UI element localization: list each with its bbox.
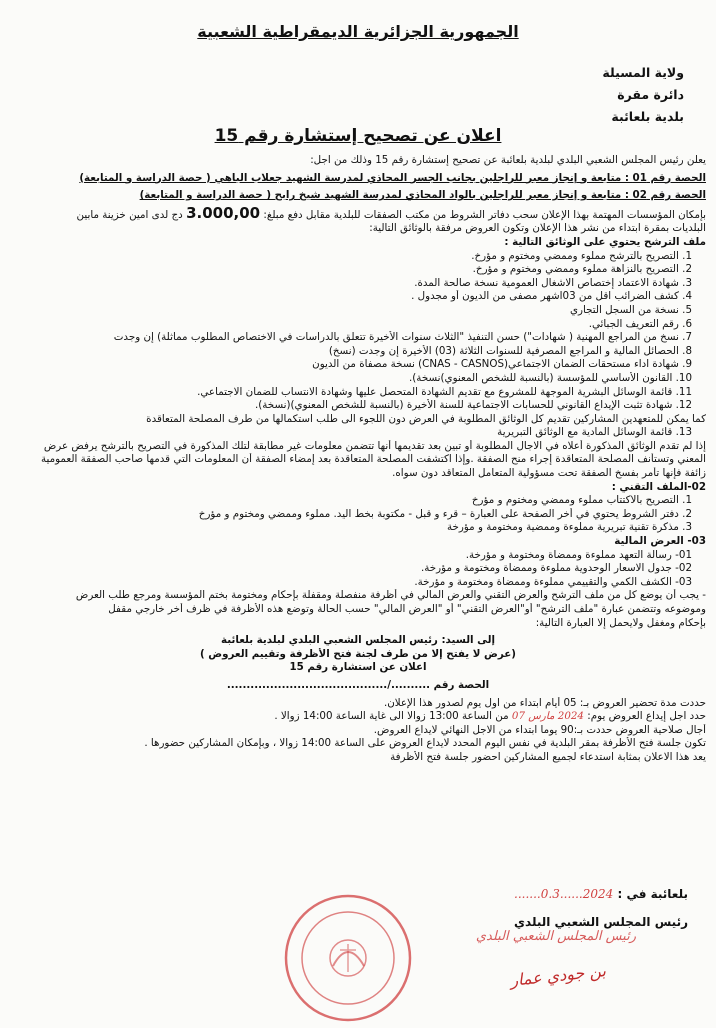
invitation-note: يعد هذا الاعلان بمثابة استدعاء لجميع المشاركين احضور جلسة فتح الأظرفة bbox=[390, 750, 706, 763]
candidature-item-6: 6. رقم التعريف الجبائي. bbox=[588, 317, 692, 330]
announcement-title: اعلان عن تصحيح إستشارة رقم 15 bbox=[214, 126, 502, 146]
candidature-item-11: 11. قائمة الوسائل البشرية الموجهة للمشروع مع تقديم الشهادة المتحصل عليها وشهادة الانتساب للضمان الاجتماعي. bbox=[197, 385, 692, 398]
conditions-line-2: البلديات بمقرة ابتداء من نشر هذا الإعلان وتكون العروض مرفقة بالوثائق التالية: bbox=[369, 222, 706, 235]
signatory-title: رئيس المجلس الشعبي البلدي bbox=[514, 915, 688, 929]
admin-block bbox=[602, 62, 684, 128]
signature-date-handwritten: 2024......0.3....... bbox=[514, 887, 614, 901]
candidature-item-10: 10. القانون الأساسي للمؤسسة (بالنسبة للشخص المعنوي)نسخة). bbox=[409, 371, 692, 384]
signature-place: بلعائبة في : bbox=[617, 887, 688, 901]
candidature-note-2: المعني وتستأنف المصلحة المتعاقدة إجراء منح الصفقة .وإذا اكتشفت المصلحة المتعاقدة بعد إمضاء الصفقة أن المعلومات التي قدمها صاحب الصفقة العمومية bbox=[40, 453, 706, 466]
opening-session: تكون جلسة فتح الأظرفة بمقر البلدية في نفس اليوم المحدد لايداع العروض على الساعة 14:00 زوالا ، وبإمكان المشاركين حضورها . bbox=[144, 737, 706, 750]
deposit-date-handwritten: 2024 مارس 07 bbox=[511, 710, 584, 723]
deposit-label: حدد اجل إيداع العروض يوم: bbox=[587, 710, 706, 723]
deadline-validity: أجال صلاحية العروض حددت بـ:90 يوما ابتداء من الاجل النهائي لايداع العروض. bbox=[373, 723, 706, 736]
candidature-item-5: 5. نسخة من السجل التجاري bbox=[569, 303, 692, 316]
candidature-item-13: 13. قائمة الوسائل المادية مع الوثائق التبريرية bbox=[497, 426, 692, 439]
candidature-item-2: 2. التصريح بالنزاهة مملوء وممضي ومختوم و مؤرخ. bbox=[472, 263, 692, 276]
conditions-text-2: دج لدى امين خزينة مابين bbox=[76, 208, 183, 221]
candidature-item-8: 8. الحصائل المالية و المراجع المصرفية للسنوات الثلاثة (03) الأخيرة إن وجدت (نسخ) bbox=[328, 344, 692, 357]
deposit-hours: من الساعة 13:00 زوالا الى غاية الساعة 14:00 زوالا . bbox=[274, 710, 509, 723]
financial-item-3: 03- الكشف الكمي والتقييمي مملوءة وممضاة ومختومة و مؤرخة. bbox=[414, 575, 692, 588]
envelope-lot: الحصة رقم ........../......................................... bbox=[226, 678, 490, 691]
announcement-body bbox=[10, 148, 706, 765]
mayor-stamp bbox=[476, 928, 636, 946]
candidature-note-extra: كما يمكن للمتعهدين المشاركين تقديم كل الوثائق المطلوبة في العرض دون اللجوء الى طلب استكمالها من طرف المصلحة المتعاقدة bbox=[146, 412, 706, 425]
candidature-item-3: 3. شهادة الاعتماد إختصاص الاشغال العمومية نسخة صالحة المدة. bbox=[414, 276, 692, 289]
technical-heading: 02-الملف التقني : bbox=[611, 480, 706, 493]
technical-item-3: 3. مذكرة تقنية تبريرية مملوءة وممضية ومختومة و مؤرخة bbox=[446, 521, 692, 534]
conditions-line-1 bbox=[10, 207, 706, 223]
candidature-item-4: 4. كشف الضرائب اقل من 03اشهر مصفى من الديون أو مجدول . bbox=[411, 290, 692, 303]
lot-1: الحصة رقم 01 : متابعة و إنجاز معبر للراجلين بجانب الجسر المحاذي لمدرسة الشهيد جعلاب الباهي ( حصة الدراسة و المتابعة) bbox=[79, 171, 706, 184]
financial-item-1: 01- رسالة التعهد مملوءة وممضاة ومختومة و مؤرخة. bbox=[465, 548, 692, 561]
technical-item-2: 2. دفتر الشروط يحتوي في أخر الصفحة على العبارة – قرء و قبل - مكتوبة بخط اليد. مملوء وممضي ومختوم و مؤرخ bbox=[198, 507, 692, 520]
technical-item-1: 1. التصريح بالاكتتاب مملوء وممضي ومختوم و مؤرخ bbox=[471, 494, 692, 507]
signature-place-date bbox=[514, 880, 688, 908]
candidature-heading: ملف الترشح يحتوي على الوثائق التالية : bbox=[504, 235, 706, 248]
daira: دائرة مقرة bbox=[617, 87, 684, 102]
candidature-note-3: زائفة فإنها تأمر بفسخ الصفقة تحت مسؤولية المتعامل المتعاقد دون سواه. bbox=[392, 467, 706, 480]
lot-2: الحصة رقم 02 : متابعة و إنجاز معبر للراجلين بالواد المحاذي لمدرسة الشهيد شيخ رابح ( حصة الدراسة و المتابعة) bbox=[139, 189, 706, 202]
financial-item-2: 02- جدول الاسعار الوحدوية مملوءة وممضاة ومختومة و مؤرخة. bbox=[421, 562, 692, 575]
commune: بلدية بلعائبة bbox=[611, 109, 684, 124]
amount-value: 3.000,00 bbox=[186, 206, 261, 222]
mayor-stamp-title: رئيس المجلس الشعبي البلدي bbox=[475, 929, 636, 944]
candidature-item-12: 12. شهادة تثبت الإيداع القانوني للحسابات الاجتماعية للسنة الأخيرة (بالنسبة للشخص المعنوي)(نسخة). bbox=[255, 399, 692, 412]
financial-note-2: وموضوعه وتتضمن عبارة "ملف الترشح" أو"العرض التقني" أو "العرض المالي" حسب الحالة وتوضع هذه الأظرفة في ظرف أخر خارجي مقفل bbox=[108, 603, 706, 615]
financial-note-1: - يجب أن يوضع كل من ملف الترشح والعرض التقني والعرض المالي في أظرفة منفصلة ومقفلة بإحكام ومختومة بختم المؤسسة ومرجع طلب العرض bbox=[75, 589, 706, 602]
deadline-preparation: حددت مدة تحضير العروض بـ: 05 أيام ابتداء من اول يوم لصدور هذا الإعلان. bbox=[383, 696, 706, 709]
envelope-notice: (عرض لا يفتح إلا من طرف لجنة فتح الأظرفة وتقييم العروض ) bbox=[199, 647, 517, 660]
conditions-text-1: بإمكان المؤسسات المهتمة بهذا الإعلان سحب دفاتر الشروط من مكتب الصفقات للبلدية مقابل دفع مبلغ: bbox=[263, 208, 706, 221]
intro-text: يعلن رئيس المجلس الشعبي البلدي لبلدية بلعائبة عن تصحيح إستشارة رقم 15 وذلك من اجل: bbox=[310, 154, 706, 166]
republic-heading: الجمهورية الجزائرية الديمقراطية الشعبية bbox=[197, 22, 519, 41]
deadline-deposit bbox=[10, 710, 706, 724]
official-seal-icon bbox=[278, 888, 418, 1028]
envelope-to: إلى السيد: رئيس المجلس الشعبي البلدي لبلدية بلعائبة bbox=[221, 634, 495, 647]
envelope-ref: اعلان عن استشارة رقم 15 bbox=[289, 661, 427, 674]
handwritten-signature: بن جودي عمار bbox=[509, 961, 607, 990]
wilaya: ولاية المسيلة bbox=[602, 65, 684, 80]
candidature-item-9: 9. شهادة اداء مستحقات الضمان الاجتماعي(CNAS - CASNOS) نسخة مصفاة من الديون bbox=[312, 358, 692, 371]
financial-heading: 03- العرض المالية bbox=[614, 535, 706, 548]
financial-note-3: بإحكام ومغفل ولايحمل إلا العبارة التالية: bbox=[535, 616, 706, 629]
candidature-note-1: إذا لم تقدم الوثائق المذكورة أعلاه في الاجال المطلوبة أو تبين بعد تقديمها أنها تتضمن معلومات غير مطابقة لتلك المذكورة في التصريح بالترشح يرفض عرض bbox=[43, 439, 706, 452]
candidature-item-7: 7. نسخ من المراجع المهنية ( شهادات") حسن التنفيذ "الثلاث سنوات الأخيرة تتعلق بالدراسات في الاختصاص المطلوب مماثلة) إن وجدت bbox=[113, 331, 692, 344]
candidature-item-1: 1. التصريح بالترشح مملوء وممضي ومختوم و مؤرخ. bbox=[471, 249, 692, 262]
